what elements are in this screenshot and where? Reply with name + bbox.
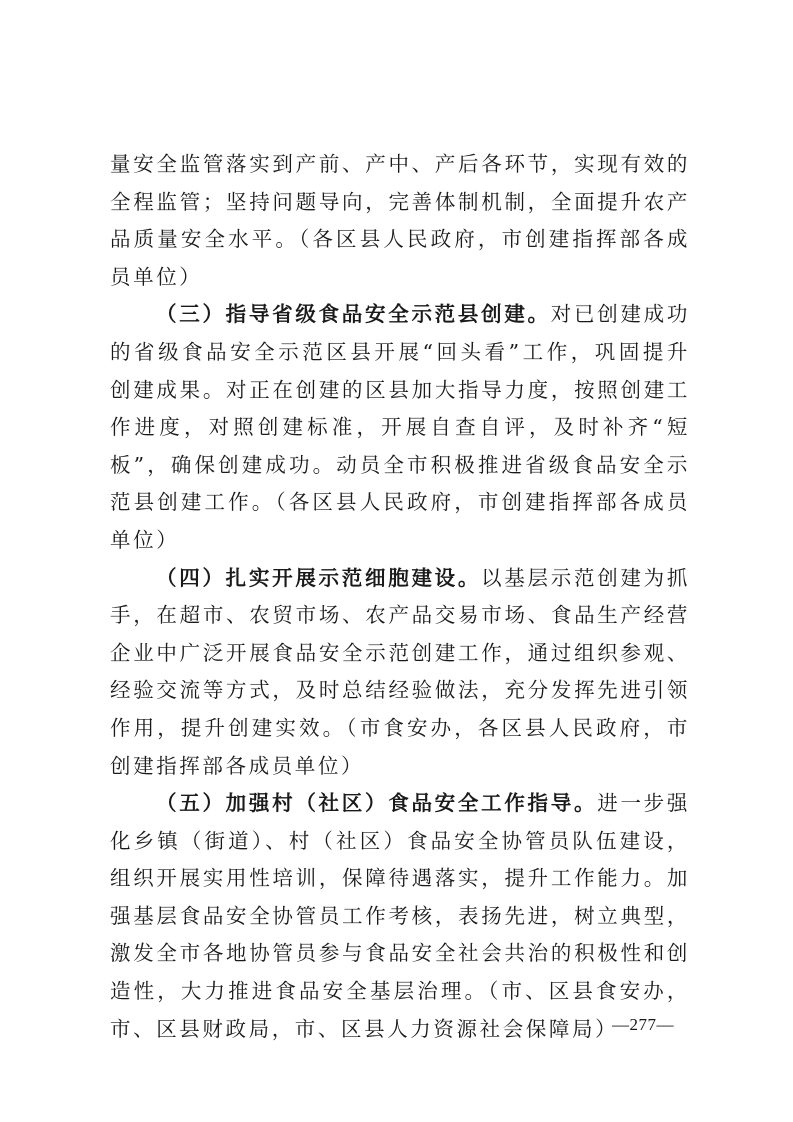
section-heading-4: （四）扎实开展示范细胞建设。 [156, 565, 482, 590]
paragraph-section-5 [110, 785, 690, 1048]
body-text [110, 146, 690, 1048]
paragraph-text: 以基层示范创建为抓手，在超市、农贸市场、农产品交易市场、食品生产经营企业中广泛开展食品安全示范创建工作，通过组织参观、经验交流等方式，及时总结经验做法，充分发挥先进引领作用，提升创建实效。（市食安办，各区县人民政府，市创建指挥部各成员单位） [110, 565, 690, 778]
page-number: —277— [612, 1015, 674, 1034]
section-heading-5: （五）加强村（社区）食品安全工作指导。 [156, 791, 598, 816]
paragraph-continuation [110, 146, 690, 296]
paragraph-section-3 [110, 296, 690, 559]
section-heading-3: （三）指导省级食品安全示范县创建。 [156, 302, 551, 327]
paragraph-text: 量安全监管落实到产前、产中、产后各环节，实现有效的全程监管；坚持问题导向，完善体制机制，全面提升农产品质量安全水平。（各区县人民政府，市创建指挥部各成员单位） [110, 152, 690, 289]
paragraph-section-4 [110, 560, 690, 786]
paragraph-text: 对已创建成功的省级食品安全示范区县开展“回头看”工作，巩固提升创建成果。对正在创建的区县加大指导力度，按照创建工作进度，对照创建标准，开展自查自评，及时补齐“短板”，确保创建成功。动员全市积极推进省级食品安全示范县创建工作。（各区县人民政府，市创建指挥部各成员单位） [110, 302, 690, 552]
paragraph-text: 进一步强化乡镇（街道）、村（社区）食品安全协管员队伍建设，组织开展实用性培训，保障待遇落实，提升工作能力。加强基层食品安全协管员工作考核，表扬先进，树立典型，激发全市各地协管员参与食品安全社会共治的积极性和创造性，大力推进食品安全基层治理。（市、区县食安办，市、区县财政局，市、区县人力资源社会保障局） [110, 791, 691, 1041]
